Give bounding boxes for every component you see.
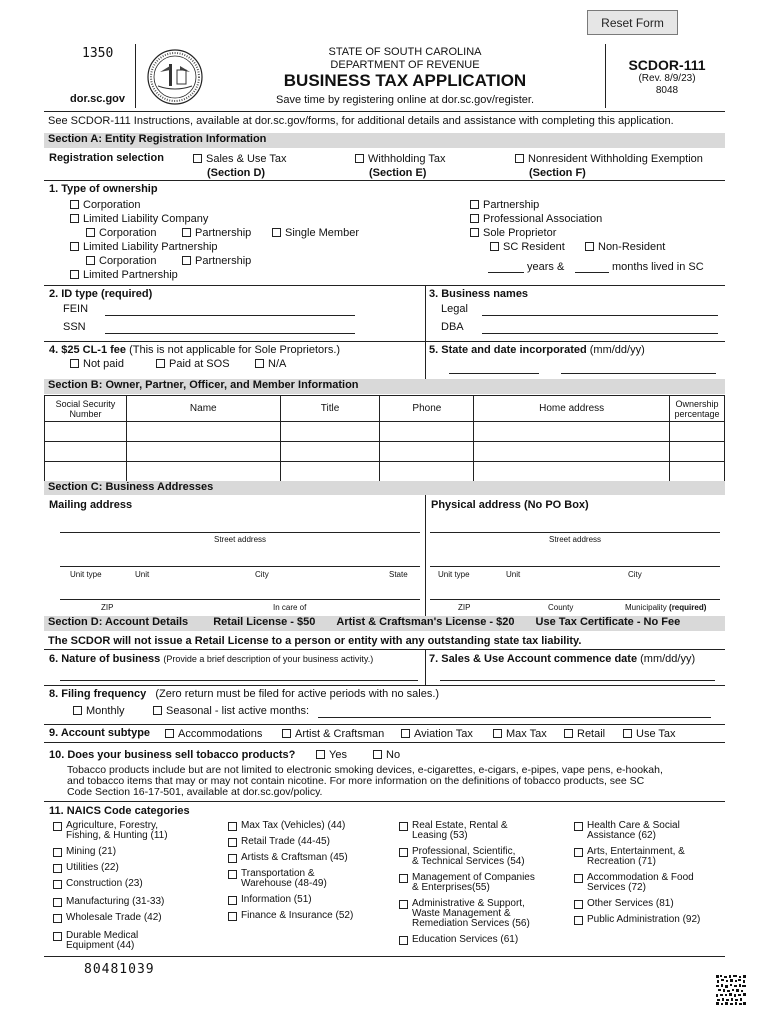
naics-option-checkbox[interactable]	[53, 879, 143, 889]
subtype-aviation-checkbox[interactable]: Aviation Tax	[401, 728, 473, 740]
dba-field[interactable]	[482, 333, 718, 334]
subtype-use-tax-checkbox[interactable]: Use Tax	[623, 728, 676, 740]
commence-date-field[interactable]	[440, 680, 715, 681]
naics-option-label: Health Care & Social Assistance (62)	[587, 820, 680, 841]
subtype-retail-checkbox[interactable]: Retail	[564, 728, 605, 740]
naics-option-checkbox[interactable]	[574, 899, 674, 909]
seasonal-months-field[interactable]	[318, 717, 711, 718]
years-field[interactable]	[488, 272, 524, 273]
naics-option-label: Other Services (81)	[587, 898, 674, 909]
reg-withholding-checkbox[interactable]: Withholding Tax	[355, 153, 445, 165]
phys-zip-county-field[interactable]	[430, 599, 720, 600]
incorporated-date-field[interactable]	[561, 373, 716, 374]
naics-option-checkbox[interactable]	[53, 863, 119, 873]
table-row[interactable]	[45, 422, 725, 442]
naics-option-checkbox[interactable]	[228, 837, 330, 847]
mail-unit-caption: Unit	[135, 570, 150, 579]
phys-county-caption: County	[548, 603, 574, 612]
own-non-resident-checkbox[interactable]: Non-Resident	[585, 241, 665, 253]
table-row[interactable]	[45, 442, 725, 462]
barcode-icon	[716, 975, 746, 1005]
state-name: STATE OF SOUTH CAROLINA	[328, 46, 482, 58]
own-llc-single-checkbox[interactable]: Single Member	[272, 227, 359, 239]
filing-monthly-checkbox[interactable]: Monthly	[73, 705, 125, 717]
incorporated-state-field[interactable]	[449, 373, 539, 374]
tobacco-info-3: Code Section 16-17-501, available at dor.sc.gov/policy.	[67, 786, 323, 798]
nature-business-title: 6. Nature of business (Provide a brief description of your business activity.)	[49, 653, 374, 665]
own-llp-corp-checkbox[interactable]: Corporation	[86, 255, 156, 267]
mail-zip-care-field[interactable]	[60, 599, 420, 600]
naics-option-checkbox[interactable]	[53, 847, 116, 857]
ownership-title: 1. Type of ownership	[49, 183, 158, 195]
retail-license-warning: The SCDOR will not issue a Retail License to a person or entity with any outstanding state tax liability.	[48, 635, 582, 647]
naics-option-checkbox[interactable]	[228, 821, 345, 831]
own-llp-checkbox[interactable]: Limited Liability Partnership	[70, 241, 218, 253]
reset-form-button[interactable]: Reset Form	[587, 10, 678, 35]
tobacco-info-1: Tobacco products include but are not limited to electronic smoking devices, e-cigarettes, e-cigars, e-pipes, vape pens, e-hookah,	[67, 764, 663, 776]
own-partnership-checkbox[interactable]: Partnership	[470, 199, 539, 211]
reg-sales-use-checkbox[interactable]: Sales & Use Tax	[193, 153, 287, 165]
naics-option-label: Artists & Craftsman (45)	[241, 852, 348, 863]
naics-option-checkbox[interactable]	[574, 821, 680, 841]
account-subtype-title: 9. Account subtype	[49, 727, 151, 739]
subtype-max-tax-checkbox[interactable]: Max Tax	[493, 728, 547, 740]
commence-date-title: 7. Sales & Use Account commence date (mm/dd/yy)	[429, 653, 696, 665]
mail-unit-city-field[interactable]	[60, 566, 420, 567]
nature-business-field[interactable]	[60, 680, 418, 681]
naics-option-checkbox[interactable]	[53, 931, 138, 951]
naics-option-label: Real Estate, Rental & Leasing (53)	[412, 820, 508, 841]
legal-name-field[interactable]	[482, 315, 718, 316]
own-llc-checkbox[interactable]: Limited Liability Company	[70, 213, 208, 225]
section-b-title: Section B: Owner, Partner, Officer, and Member Information	[44, 379, 725, 394]
registration-selection-label: Registration selection	[49, 152, 164, 164]
naics-option-checkbox[interactable]	[53, 913, 162, 923]
mail-state-caption: State	[389, 570, 408, 579]
phys-city-caption: City	[628, 570, 642, 579]
mail-street-caption: Street address	[213, 535, 267, 544]
fein-field[interactable]	[105, 315, 355, 316]
legal-label: Legal	[441, 303, 468, 315]
own-lp-checkbox[interactable]: Limited Partnership	[70, 269, 178, 281]
reg-nonresident-checkbox[interactable]: Nonresident Withholding Exemption	[515, 153, 703, 165]
naics-option-checkbox[interactable]	[399, 899, 530, 929]
own-corporation-checkbox[interactable]: Corporation	[70, 199, 140, 211]
phys-street-field[interactable]	[430, 532, 720, 533]
reg-nonresident-section: (Section F)	[529, 167, 586, 179]
instructions-text: See SCDOR-111 Instructions, available at dor.sc.gov/forms, for additional details and assistance with completing this application.	[48, 115, 674, 127]
fein-label: FEIN	[63, 303, 89, 315]
col-title: Title	[280, 396, 380, 422]
phys-unit-type-caption: Unit type	[438, 570, 470, 579]
fee-paid-sos-checkbox[interactable]: Paid at SOS	[156, 358, 230, 370]
col-home-address: Home address	[474, 396, 670, 422]
owner-table	[44, 395, 725, 482]
own-sc-resident-checkbox[interactable]: SC Resident	[490, 241, 565, 253]
phys-street-caption: Street address	[548, 535, 602, 544]
subtype-artist-checkbox[interactable]: Artist & Craftsman	[282, 728, 384, 740]
tobacco-no-checkbox[interactable]: No	[373, 749, 400, 761]
id-type-title: 2. ID type (required)	[49, 288, 153, 300]
form-revision: (Rev. 8/9/23)	[638, 73, 696, 84]
naics-option-checkbox[interactable]	[399, 847, 525, 867]
own-prof-assoc-checkbox[interactable]: Professional Association	[470, 213, 602, 225]
naics-option-label: Finance & Insurance (52)	[241, 910, 354, 921]
col-phone: Phone	[380, 396, 474, 422]
table-row[interactable]	[45, 462, 725, 482]
naics-option-label: Utilities (22)	[66, 862, 119, 873]
fee-title: 4. $25 CL-1 fee (This is not applicable for Sole Proprietors.)	[49, 344, 341, 356]
naics-option-checkbox[interactable]	[53, 821, 168, 841]
dba-label: DBA	[441, 321, 464, 333]
phys-municipality-caption: Municipality (required)	[625, 603, 707, 612]
naics-option-label: Education Services (61)	[412, 934, 519, 945]
form-top-code: 1350	[82, 46, 114, 61]
col-ssn: Social Security Number	[45, 396, 127, 422]
section-d-title: Section D: Account Details Retail License - $50 Artist & Craftsman's License - $20 Use Tax Certificate - No Fee	[44, 616, 725, 631]
naics-option-label: Manufacturing (31-33)	[66, 896, 165, 907]
ssn-field[interactable]	[105, 333, 355, 334]
physical-address-label: Physical address (No PO Box)	[431, 499, 589, 511]
form-number: 8048	[655, 85, 679, 96]
naics-option-label: Arts, Entertainment, & Recreation (71)	[587, 846, 685, 867]
naics-option-checkbox[interactable]	[399, 935, 518, 945]
naics-option-label: Administrative & Support, Waste Management & Remediation Services (56)	[412, 898, 530, 929]
naics-option-label: Construction (23)	[66, 878, 143, 889]
own-llp-partnership-checkbox[interactable]: Partnership	[182, 255, 251, 267]
section-c-title: Section C: Business Addresses	[44, 481, 725, 495]
naics-option-checkbox[interactable]	[228, 911, 353, 921]
owner-table-header	[45, 396, 725, 422]
naics-option-checkbox[interactable]	[228, 869, 327, 889]
naics-option-label: Wholesale Trade (42)	[66, 912, 162, 923]
tobacco-info-2: and tobacco items that may or may not contain nicotine. For more information on the definitions of tobacco products, see SC	[67, 775, 645, 787]
naics-option-label: Accommodation & Food Services (72)	[587, 872, 694, 893]
naics-option-label: Information (51)	[241, 894, 312, 905]
mail-street-field[interactable]	[60, 532, 420, 533]
months-field[interactable]	[575, 272, 609, 273]
naics-option-checkbox[interactable]	[399, 873, 535, 893]
fee-na-checkbox[interactable]: N/A	[255, 358, 286, 370]
naics-option-label: Retail Trade (44-45)	[241, 836, 330, 847]
subtype-accommodations-checkbox[interactable]: Accommodations	[165, 728, 262, 740]
filing-seasonal-checkbox[interactable]: Seasonal - list active months:	[153, 705, 309, 717]
col-ownership: Ownership percentage	[669, 396, 724, 422]
state-seal-icon	[146, 48, 204, 106]
naics-option-label: Durable Medical Equipment (44)	[66, 930, 139, 951]
reg-withholding-section: (Section E)	[369, 167, 427, 179]
naics-option-checkbox[interactable]	[574, 847, 685, 867]
footer-form-code: 80481039	[84, 962, 155, 977]
mail-care-caption: In care of	[273, 603, 307, 612]
naics-option-label: Mining (21)	[66, 846, 117, 857]
page-subtitle: Save time by registering online at dor.sc.gov/register.	[275, 94, 535, 106]
naics-option-label: Transportation & Warehouse (48-49)	[241, 868, 327, 889]
own-llc-corp-checkbox[interactable]: Corporation	[86, 227, 156, 239]
incorporated-title: 5. State and date incorporated (mm/dd/yy)	[429, 344, 645, 356]
phys-zip-caption: ZIP	[458, 603, 471, 612]
naics-option-checkbox[interactable]	[228, 853, 348, 863]
tobacco-question: 10. Does your business sell tobacco products?	[49, 749, 296, 761]
fee-not-paid-checkbox[interactable]: Not paid	[70, 358, 124, 370]
col-name: Name	[126, 396, 280, 422]
naics-option-checkbox[interactable]	[53, 897, 164, 907]
naics-option-label: Management of Companies & Enterprises(55)	[412, 872, 535, 893]
naics-option-checkbox[interactable]	[574, 915, 700, 925]
naics-option-label: Agriculture, Forestry, Fishing, & Hunting (11)	[66, 820, 168, 841]
naics-option-checkbox[interactable]	[228, 895, 312, 905]
section-a-title: Section A: Entity Registration Information	[44, 133, 725, 148]
own-sole-prop-checkbox[interactable]: Sole Proprietor	[470, 227, 556, 239]
tobacco-yes-checkbox[interactable]: Yes	[316, 749, 347, 761]
form-code: SCDOR-111	[628, 57, 706, 73]
naics-option-label: Max Tax (Vehicles) (44)	[241, 820, 346, 831]
reg-sales-use-section: (Section D)	[207, 167, 266, 179]
naics-option-label: Public Administration (92)	[587, 914, 701, 925]
naics-option-checkbox[interactable]	[399, 821, 508, 841]
mail-unit-type-caption: Unit type	[70, 570, 102, 579]
mailing-address-label: Mailing address	[49, 499, 133, 511]
years-label: years &	[527, 261, 565, 273]
filing-frequency-title: 8. Filing frequency (Zero return must be filed for active periods with no sales.)	[49, 688, 440, 700]
ssn-label: SSN	[63, 321, 86, 333]
naics-option-checkbox[interactable]	[574, 873, 694, 893]
phys-unit-caption: Unit	[506, 570, 521, 579]
mail-zip-caption: ZIP	[101, 603, 114, 612]
months-label: months lived in SC	[612, 261, 704, 273]
mail-city-caption: City	[255, 570, 269, 579]
naics-option-label: Professional, Scientific, & Technical Services (54)	[412, 846, 525, 867]
department-name: DEPARTMENT OF REVENUE	[330, 59, 480, 71]
naics-title: 11. NAICS Code categories	[49, 805, 190, 817]
page-title: BUSINESS TAX APPLICATION	[283, 71, 527, 90]
phys-unit-city-field[interactable]	[430, 566, 720, 567]
business-names-title: 3. Business names	[429, 288, 529, 300]
website-label: dor.sc.gov	[70, 93, 126, 105]
own-llc-partnership-checkbox[interactable]: Partnership	[182, 227, 251, 239]
